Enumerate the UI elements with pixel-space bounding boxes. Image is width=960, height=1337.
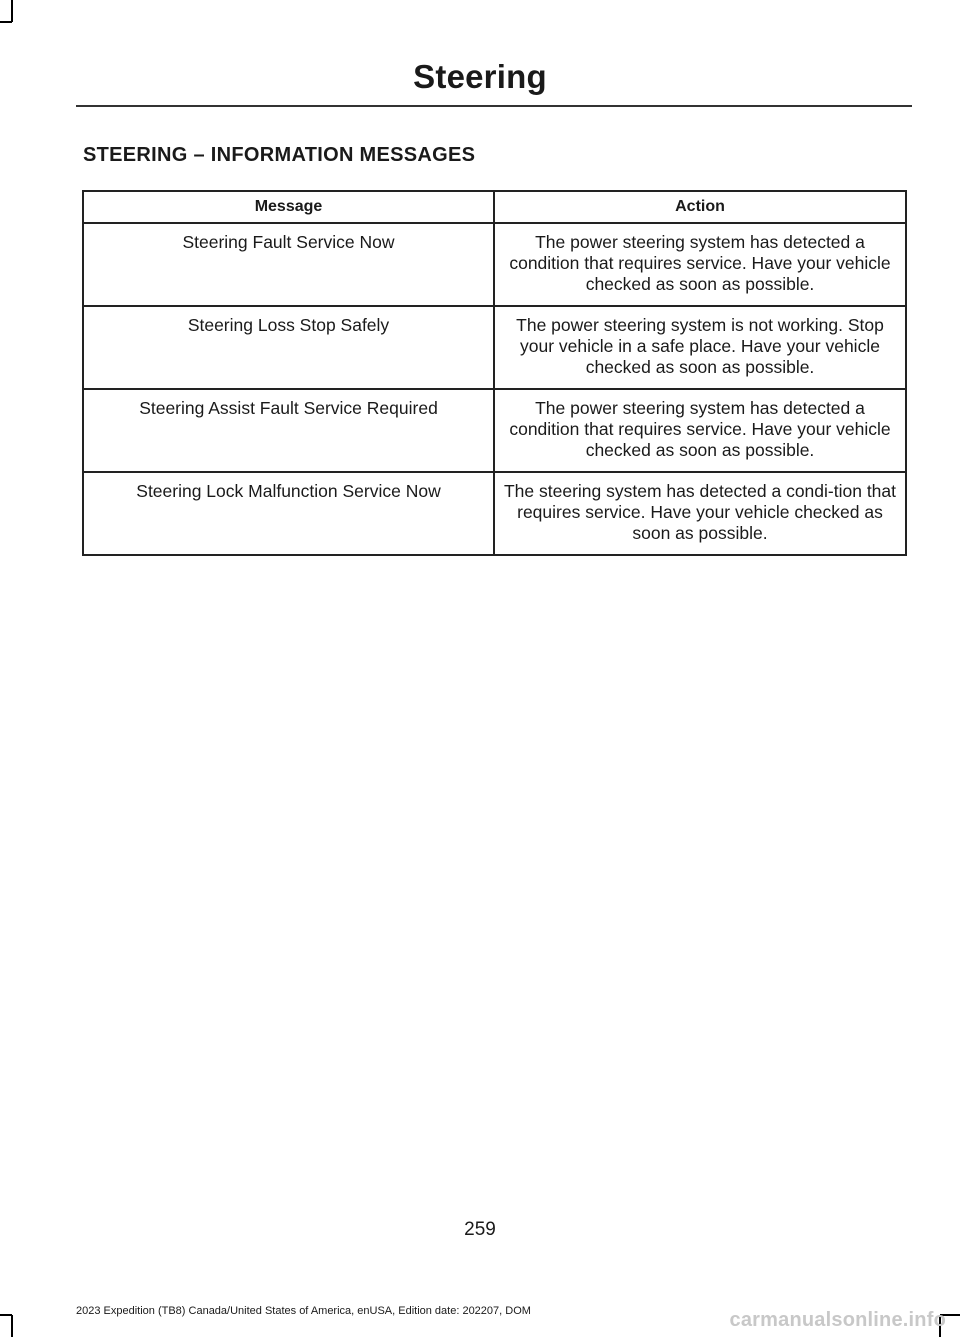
section-title: STEERING – INFORMATION MESSAGES [83,144,476,166]
table-row [83,389,906,472]
crop-mark-top-left-vertical [11,0,13,22]
crop-mark-top-left-horizontal [0,21,12,23]
table-header-row [83,191,906,223]
running-head: Steering [413,58,547,95]
watermark: carmanualsonline.info [729,1309,946,1331]
table-row [83,306,906,389]
footer-edition-text: 2023 Expedition (TB8) Canada/United States of America, enUSA, Edition date: 202207, DOM [76,1305,531,1317]
message-cell: Steering Fault Service Now [83,223,494,306]
action-cell: The power steering system has detected a condition that requires service. Have your vehicle checked as soon as possible. [494,389,906,472]
header-rule [76,105,912,107]
table-row [83,223,906,306]
message-cell: Steering Lock Malfunction Service Now [83,472,494,555]
page-number: 259 [464,1219,496,1240]
information-messages-table [82,190,907,556]
table-row [83,472,906,555]
action-cell: The power steering system is not working. Stop your vehicle in a safe place. Have your vehicle checked as soon as possible. [494,306,906,389]
action-cell: The steering system has detected a condi-tion that requires service. Have your vehicle checked as soon as possible. [494,472,906,555]
message-cell: Steering Assist Fault Service Required [83,389,494,472]
crop-mark-bottom-left-vertical [11,1315,13,1337]
column-header-message: Message [83,191,494,223]
crop-mark-bottom-left-horizontal [0,1314,12,1316]
action-cell: The power steering system has detected a condition that requires service. Have your vehicle checked as soon as possible. [494,223,906,306]
message-cell: Steering Loss Stop Safely [83,306,494,389]
column-header-action: Action [494,191,906,223]
